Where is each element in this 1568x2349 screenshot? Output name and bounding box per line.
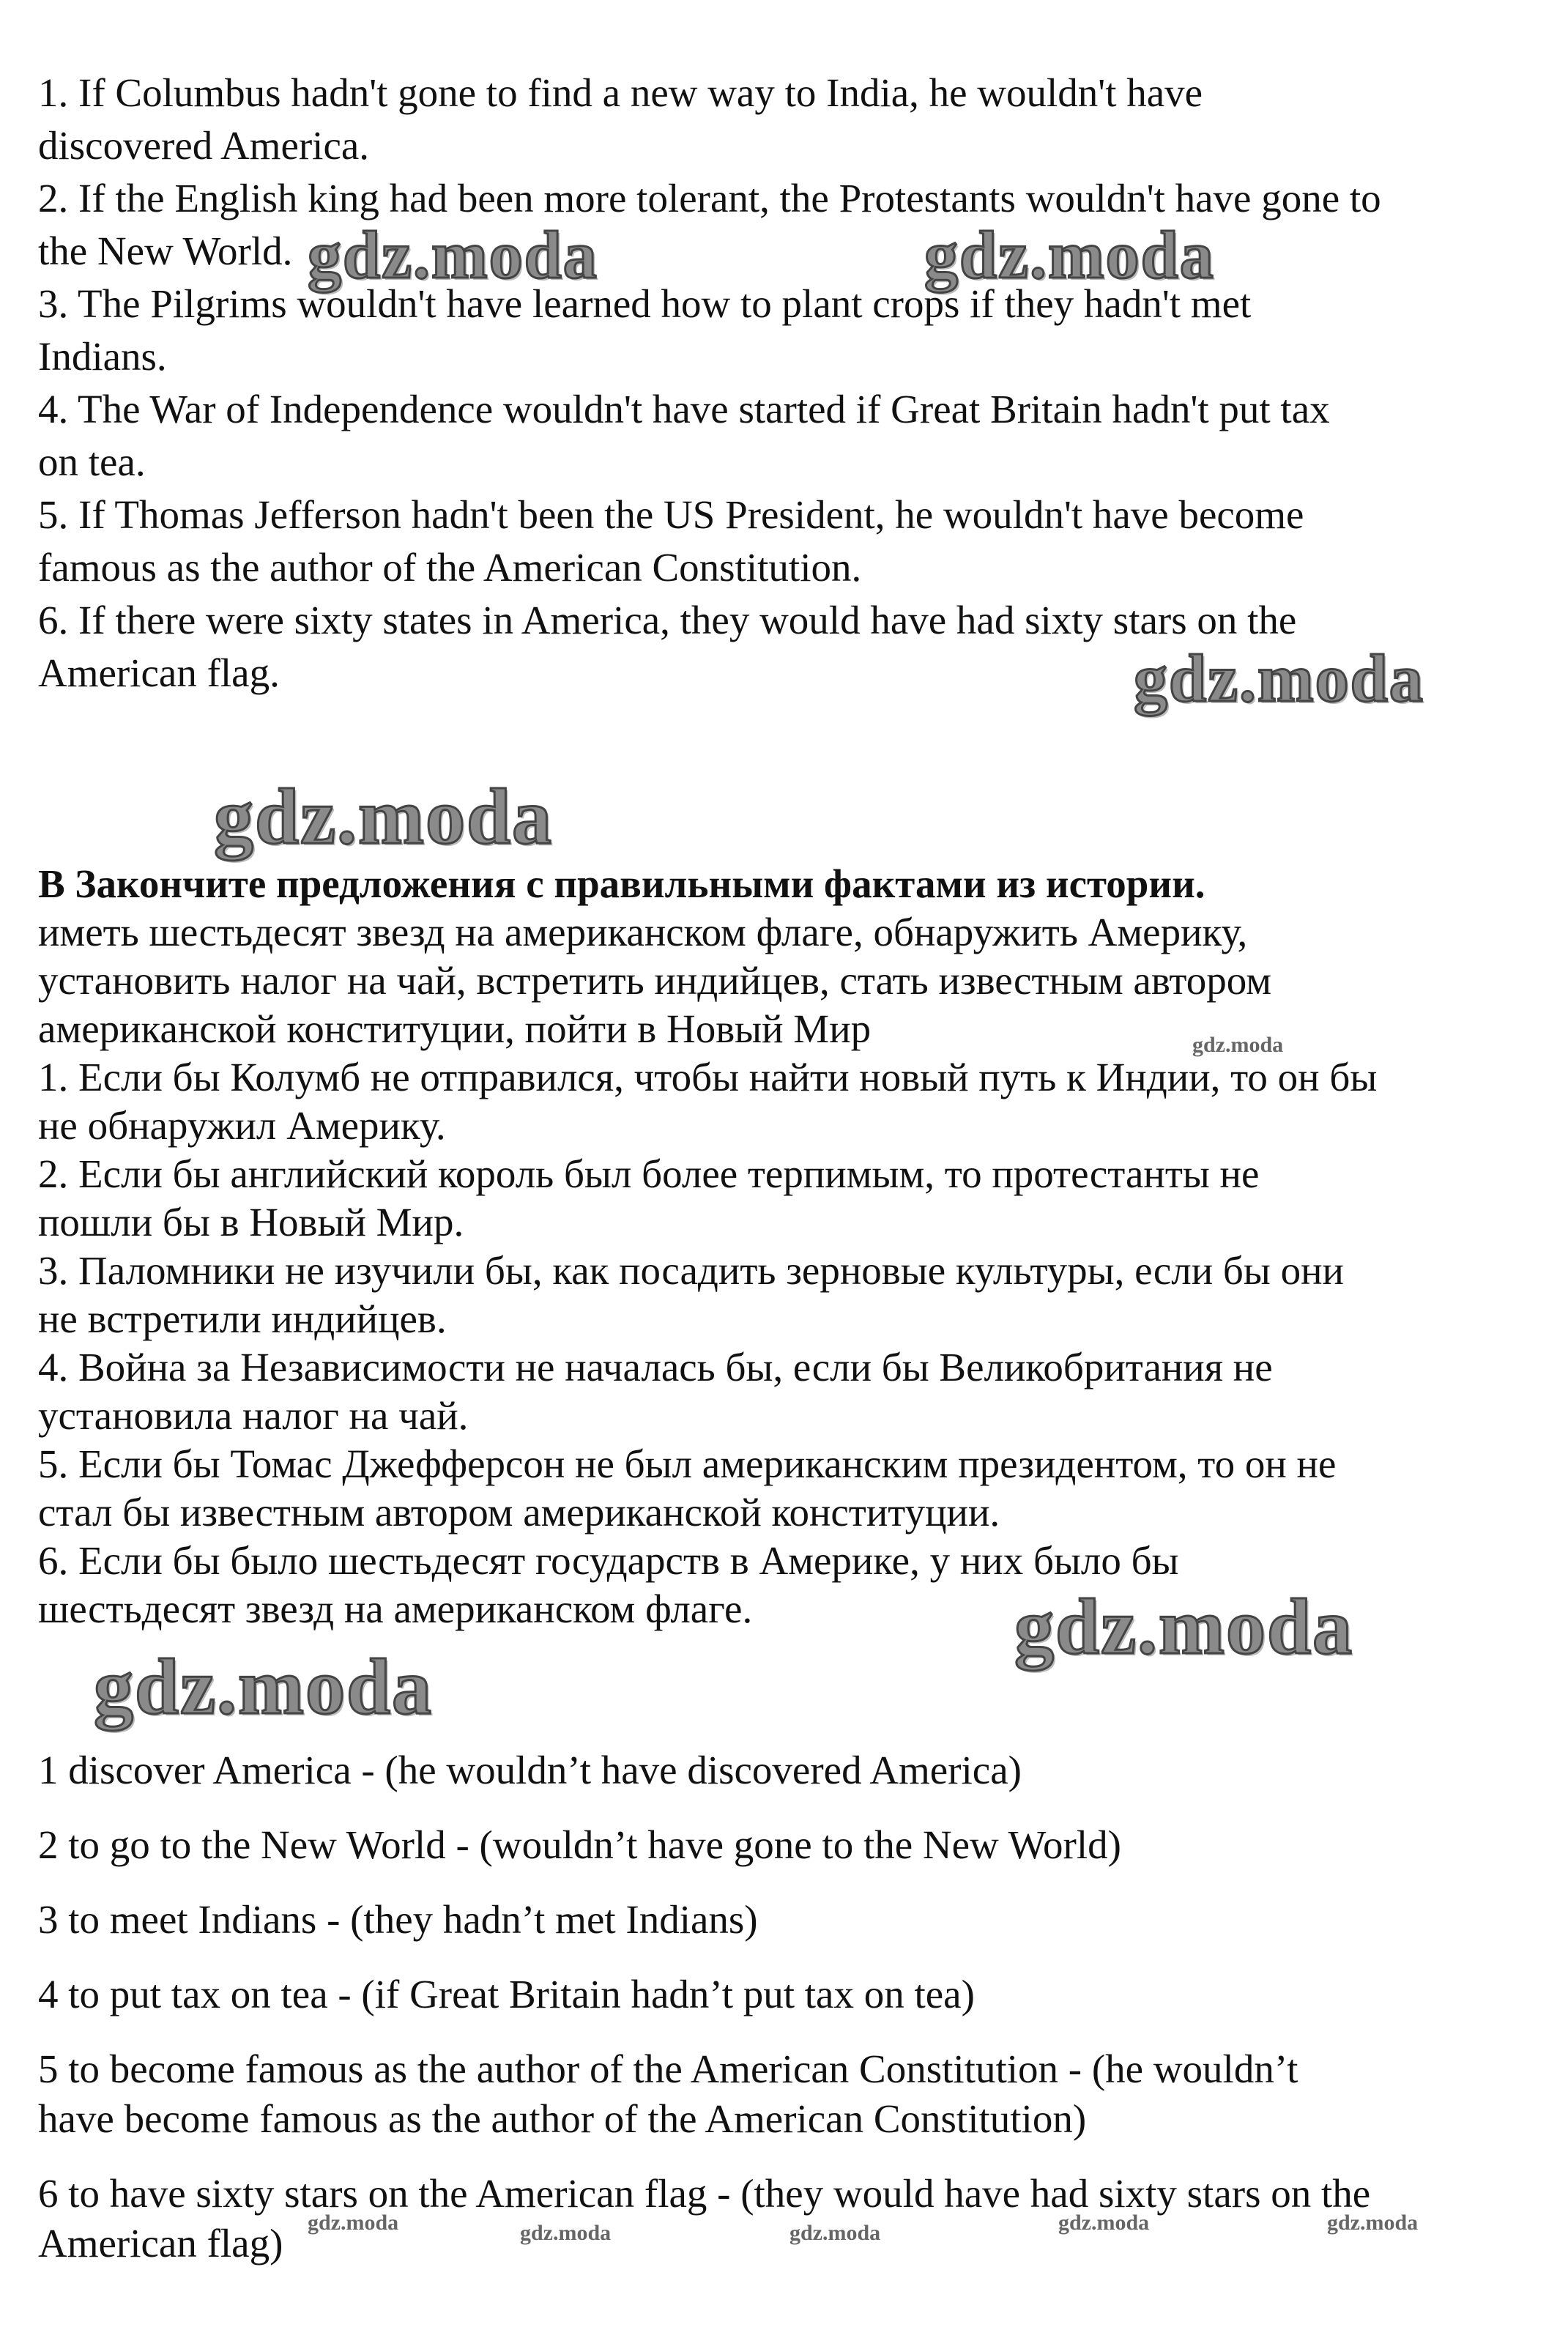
russian-sentence-line: установила налог на чай. — [38, 1393, 469, 1438]
watermark: gdz.moda — [1058, 2211, 1150, 2235]
answer-line: 3 to meet Indians - (they hadn’t met Indians) — [38, 1897, 758, 1942]
english-sentence-line: 6. If there were sixty states in America, they would have had sixty stars on the — [38, 598, 1297, 642]
english-sentence-line: Indians. — [38, 334, 167, 379]
english-sentence-line: on tea. — [38, 439, 146, 484]
watermark: gdz.moda — [214, 773, 554, 861]
watermark: gdz.moda — [1327, 2211, 1419, 2235]
russian-sentence-line: шестьдесят звезд на американском флаге. — [38, 1587, 753, 1631]
russian-sentence-line: 4. Война за Независимости не началась бы, если бы Великобритания не — [38, 1345, 1273, 1389]
english-sentence-line: 4. The War of Independence wouldn't have started if Great Britain hadn't put tax — [38, 387, 1330, 431]
answer-line: have become famous as the author of the American Constitution) — [38, 2096, 1087, 2141]
task-phrases-line: иметь шестьдесят звезд на американском флаге, обнаружить Америку, — [38, 910, 1248, 954]
answer-line: 2 to go to the New World - (wouldn’t have gone to the New World) — [38, 1822, 1121, 1867]
answer-line: 4 to put tax on tea - (if Great Britain hadn’t put tax on tea) — [38, 1972, 975, 2016]
watermark: gdz.moda — [1192, 1033, 1284, 1057]
watermark: gdz.moda — [94, 1644, 434, 1731]
task-phrases-line: установить налог на чай, встретить индийцев, стать известным автором — [38, 958, 1271, 1003]
answer-line: 1 discover America - (he wouldn’t have discovered America) — [38, 1748, 1022, 1792]
watermark: gdz.moda — [1014, 1584, 1354, 1671]
english-sentence-line: 2. If the English king had been more tolerant, the Protestants wouldn't have gone to — [38, 176, 1381, 220]
english-sentence-line: the New World. — [38, 229, 293, 273]
english-sentence-line: 1. If Columbus hadn't gone to find a new way to India, he wouldn't have — [38, 70, 1203, 115]
watermark: gdz.moda — [924, 218, 1215, 292]
russian-sentence-line: 6. Если бы было шестьдесят государств в Америке, у них было бы — [38, 1538, 1179, 1583]
english-sentence-line: famous as the author of the American Constitution. — [38, 545, 862, 590]
answer-line: 6 to have sixty stars on the American flag - (they would have had sixty stars on the — [38, 2171, 1371, 2216]
answer-line: 5 to become famous as the author of the American Constitution - (he wouldn’t — [38, 2046, 1298, 2091]
watermark: gdz.moda — [308, 2211, 399, 2235]
russian-sentence-line: не обнаружил Америку. — [38, 1103, 446, 1148]
russian-sentence-line: 2. Если бы английский король был более терпимым, то протестанты не — [38, 1151, 1260, 1196]
task-heading: B Закончите предложения с правильными фактами из истории. — [38, 861, 1205, 906]
english-sentence-line: discovered America. — [38, 123, 370, 168]
watermark: gdz.moda — [308, 218, 598, 292]
english-sentence-line: American flag. — [38, 650, 280, 695]
russian-sentence-line: не встретили индийцев. — [38, 1296, 447, 1341]
russian-sentence-line: 5. Если бы Томас Джефферсон не был американским президентом, то он не — [38, 1441, 1337, 1486]
watermark: gdz.moda — [520, 2221, 612, 2245]
answer-line: American flag) — [38, 2221, 283, 2265]
english-sentence-line: 5. If Thomas Jefferson hadn't been the US President, he wouldn't have become — [38, 492, 1304, 537]
russian-sentence-line: пошли бы в Новый Мир. — [38, 1200, 464, 1244]
english-sentence-line: 3. The Pilgrims wouldn't have learned how to plant crops if they hadn't met — [38, 281, 1252, 326]
task-phrases-line: американской конституции, пойти в Новый Мир — [38, 1006, 872, 1051]
watermark: gdz.moda — [1134, 641, 1424, 716]
russian-sentence-line: 3. Паломники не изучили бы, как посадить зерновые культуры, если бы они — [38, 1248, 1344, 1293]
watermark: gdz.moda — [789, 2221, 881, 2245]
russian-sentence-line: 1. Если бы Колумб не отправился, чтобы найти новый путь к Индии, то он бы — [38, 1055, 1378, 1099]
russian-sentence-line: стал бы известным автором американской конституции. — [38, 1490, 1000, 1535]
